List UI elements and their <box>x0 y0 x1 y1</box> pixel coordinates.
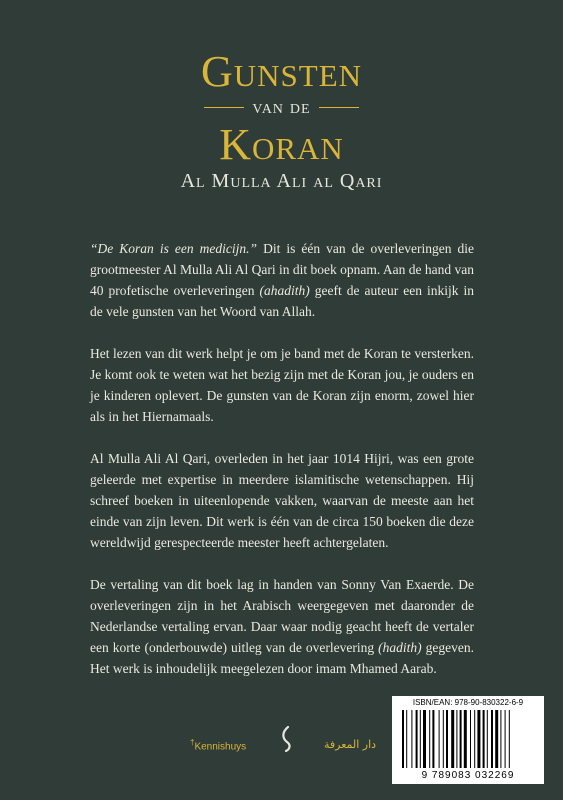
barcode-bar <box>443 710 444 768</box>
blurb-italic-text: (hadith) <box>378 640 422 655</box>
barcode-bar <box>474 710 475 768</box>
isbn-barcode <box>392 696 544 784</box>
blurb-paragraph <box>90 238 474 322</box>
blurb-paragraph <box>90 448 474 553</box>
blurb-italic-text: (ahadith) <box>259 283 310 298</box>
barcode-bars <box>400 710 536 768</box>
barcode-bar <box>460 710 462 768</box>
barcode-bar <box>477 710 480 768</box>
barcode-bar <box>491 710 493 768</box>
barcode-bar <box>420 710 421 768</box>
blurb-text-run: De vertaling van dit boek lag in handen van Sonny Van Exaerde. De overleveringen zijn in het Arabisch weergegeven met daaronder de Nederlandse vertaling ervan. Daar waar nodig geacht heeft de vertaler een korte (onderbouwde) uitleg van de overlevering <box>90 577 474 655</box>
barcode-bar <box>505 710 506 768</box>
blurb-text-run: geeft de auteur een inkijk in de vele gunsten van het Woord van Allah. <box>90 283 474 319</box>
title-block <box>0 47 563 169</box>
title-line-1: Gunsten <box>200 47 363 96</box>
barcode-bar <box>495 710 498 768</box>
title-line-3: Koran <box>219 120 344 169</box>
barcode-bar <box>402 710 404 768</box>
title-rule-left <box>204 107 244 108</box>
blurb-paragraph <box>90 574 474 679</box>
publisher-name <box>190 738 246 752</box>
barcode-bar <box>406 710 407 768</box>
blurb-text-run: gegeven. Het werk is inhoudelijk meegelezen door imam Mhamed Aarab. <box>90 640 474 676</box>
barcode-bar <box>487 710 488 768</box>
blurb-italic-text: “De Koran is een medicijn.” <box>90 241 258 256</box>
publisher-label: Kennishuys <box>194 741 247 753</box>
barcode-bar <box>429 710 430 768</box>
barcode-bar <box>411 710 412 768</box>
barcode-bar <box>456 710 457 768</box>
barcode-bar <box>464 710 467 768</box>
blurb-text <box>90 238 474 700</box>
barcode-bar <box>500 710 501 768</box>
isbn-label: ISBN/EAN: 978-90-830322-6-9 <box>412 698 524 707</box>
barcode-bar <box>509 710 510 768</box>
blurb-text-run: Dit is één van de overleveringen die grootmeester Al Mulla Ali Al Qari in dit boek opnam. Aan de hand van 40 profetische overleveringen <box>90 241 474 298</box>
blurb-text-run: Al Mulla Ali Al Qari, overleden in het jaar 1014 Hijri, was een grote geleerde met expertise in meerdere islamitische wetenschappen. Hij schreef boeken in uiteenlopende vakken, waarvan de meeste aan het einde van zijn leven. Dit werk is één van de circa 150 boeken die deze wereldwijd gerespecteerde meester heeft achtergelaten. <box>90 451 474 550</box>
barcode-bar <box>432 710 434 768</box>
title-line-2: van de <box>252 96 311 118</box>
title-rule-right <box>319 107 359 108</box>
barcode-number: 9 789083 032269 <box>421 770 515 781</box>
publisher-mark: † <box>190 738 195 747</box>
barcode-bar <box>439 710 440 768</box>
barcode-bar <box>470 710 471 768</box>
publisher-emblem-icon <box>272 724 300 752</box>
blurb-paragraph <box>90 343 474 427</box>
blurb-text-run: Het lezen van dit werk helpt je om je band met de Koran te versterken. Je komt ook te weten wat het bezig zijn met de Koran jou, je ouders en je kinderen oplevert. De gunsten van de Koran zijn enorm, zowel hier als in het Hiernamaals. <box>90 346 474 424</box>
barcode-bar <box>451 710 454 768</box>
barcode-bar <box>423 710 426 768</box>
publisher-arabic-name: دار المعرفة <box>323 738 377 751</box>
title-connector <box>0 96 563 119</box>
author-name: Al Mulla Ali al Qari <box>180 170 383 192</box>
barcode-bar <box>483 710 485 768</box>
barcode-bar <box>416 710 418 768</box>
barcode-bar <box>446 710 448 768</box>
